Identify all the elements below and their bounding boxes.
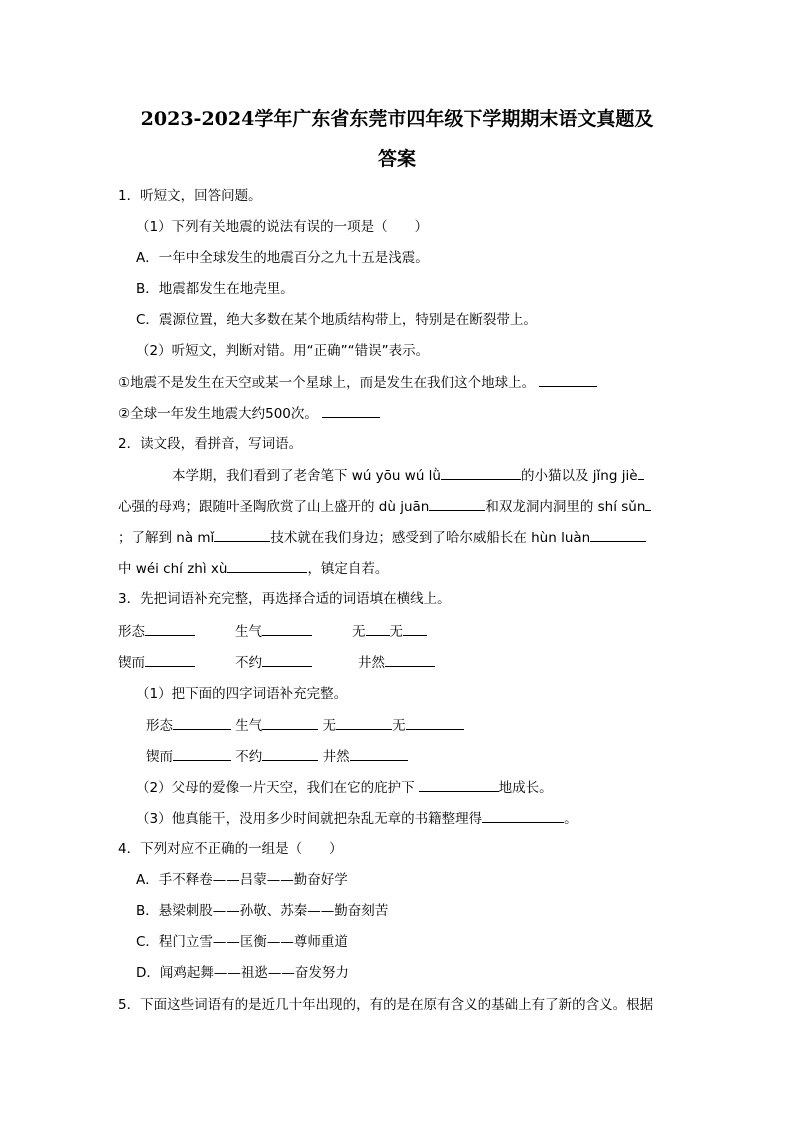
answer-blank[interactable] [539, 372, 597, 387]
word: 井然 [358, 655, 385, 671]
text: 的小猫以及 jǐng jiè [520, 468, 638, 484]
q1-option-a: A．一年中全球发生的地震百分之九十五是浅震。 [136, 250, 429, 266]
answer-blank[interactable] [262, 715, 318, 730]
word: 不约 [235, 749, 263, 765]
word: 无 [392, 718, 406, 734]
q3-sub1-row-1 [146, 715, 464, 736]
q1-option-c: C．震源位置，绝大多数在某个地质结构带上，特别是在断裂带上。 [136, 312, 537, 328]
answer-blank[interactable] [262, 621, 312, 636]
q3-sub1: （1）把下面的四字词语补充完整。 [136, 686, 348, 702]
answer-blank[interactable] [173, 746, 231, 761]
word: 生气 [235, 624, 262, 640]
q1-option-b: B．地震都发生在地壳里。 [136, 281, 294, 297]
statement-text: ②全球一年发生地震大约500次。 [118, 406, 318, 422]
answer-blank[interactable] [336, 715, 392, 730]
text: ，镇定自若。 [307, 561, 389, 577]
q4-option-a: A．手不释卷——吕蒙——勤奋好学 [136, 872, 348, 888]
q3-words-row-1 [118, 621, 427, 642]
answer-blank[interactable] [262, 652, 312, 667]
answer-blank[interactable] [366, 621, 390, 636]
word: 生气 [235, 718, 263, 734]
q1-sub1: （1）下列有关地震的说法有误的一项是（ ） [136, 219, 429, 235]
q2-line-4 [118, 558, 388, 579]
word: 形态 [118, 624, 145, 640]
word: 井然 [322, 749, 350, 765]
q1-stem: 1．听短文，回答问题。 [118, 188, 262, 204]
text: 技术就在我们身边；感受到了哈尔威船长在 hùn luàn [270, 530, 591, 546]
text: 。 [564, 811, 578, 827]
q4-option-d: D．闻鸡起舞——祖逖——奋发努力 [136, 965, 349, 981]
text: 本学期，我们看到了老舍笔下 wú yōu wú lǜ [172, 468, 441, 484]
q3-sub1-row-2 [146, 746, 408, 767]
text: 心强的母鸡；跟随叶圣陶欣赏了山上盛开的 dù juān [118, 499, 430, 515]
q2-stem: 2．读文段，看拼音，写词语。 [118, 436, 303, 452]
q1-sub2: （2）听短文，判断对错。用“正确”“错误”表示。 [136, 343, 430, 359]
q4-option-b: B．悬梁刺股——孙敬、苏秦——勤奋刻苦 [136, 903, 389, 919]
q1-statement-2 [118, 403, 380, 424]
text: （2）父母的爱像一片天空，我们在它的庇护下 [136, 780, 415, 796]
word: 无 [352, 624, 366, 640]
doc-title: 2023-2024学年广东省东莞市四年级下学期期末语文真题及 [140, 108, 654, 130]
answer-blank[interactable] [322, 403, 380, 418]
text: 和双龙洞内洞里的 shí sǔn [485, 499, 646, 515]
q5-stem: 5．下面这些词语有的是近几十年出现的，有的是在原有含义的基础上有了新的含义。根据 [118, 997, 654, 1013]
word: 形态 [146, 718, 173, 734]
word: 不约 [235, 655, 262, 671]
q2-line-2 [118, 496, 651, 517]
answer-blank[interactable] [173, 715, 231, 730]
doc-title-cont: 答案 [377, 148, 416, 170]
answer-blank[interactable] [406, 715, 464, 730]
answer-blank[interactable] [645, 496, 651, 511]
text: ；了解到 nà mǐ [118, 530, 215, 546]
answer-blank[interactable] [419, 777, 499, 792]
q2-line-3 [118, 527, 646, 548]
text: （3）他真能干，没用多少时间就把杂乱无章的书籍整理得 [136, 811, 483, 827]
answer-blank[interactable] [590, 527, 646, 542]
text: 地成长。 [498, 780, 553, 796]
statement-text: ①地震不是发生在天空或某一个星球上，而是发生在我们这个地球上。 [118, 375, 536, 391]
answer-blank[interactable] [403, 621, 427, 636]
q3-stem: 3．先把词语补充完整，再选择合适的词语填在横线上。 [118, 591, 451, 607]
answer-blank[interactable] [385, 652, 435, 667]
answer-blank[interactable] [145, 621, 195, 636]
word: 锲而 [146, 749, 173, 765]
q4-stem: 4．下列对应不正确的一组是（ ） [118, 841, 343, 857]
answer-blank[interactable] [638, 465, 644, 480]
q4-option-c: C．程门立雪——匡衡——尊师重道 [136, 934, 348, 950]
q2-line-1 [172, 465, 644, 486]
answer-blank[interactable] [262, 746, 318, 761]
answer-blank[interactable] [441, 465, 521, 480]
word: 无 [389, 624, 403, 640]
answer-blank[interactable] [145, 652, 195, 667]
text: 中 wéi chí zhì xù [118, 561, 228, 577]
word: 无 [322, 718, 337, 734]
answer-blank[interactable] [227, 558, 307, 573]
q1-statement-1 [118, 372, 597, 393]
q3-sub2 [136, 777, 553, 798]
q3-words-row-2 [118, 652, 435, 673]
answer-blank[interactable] [214, 527, 270, 542]
word: 锲而 [118, 655, 145, 671]
answer-blank[interactable] [482, 808, 564, 823]
answer-blank[interactable] [429, 496, 485, 511]
answer-blank[interactable] [350, 746, 408, 761]
q3-sub3 [136, 808, 578, 829]
